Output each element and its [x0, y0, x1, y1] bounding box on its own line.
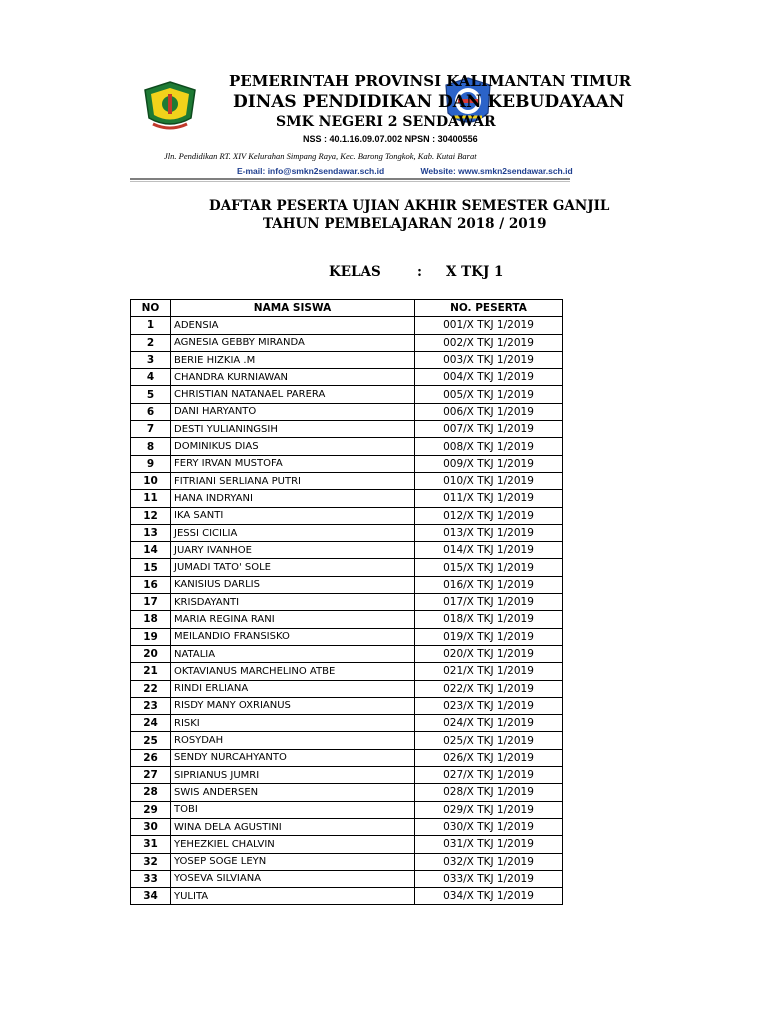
table-row: [131, 888, 563, 905]
table-header-row: [131, 300, 563, 317]
kelas-value: X TKJ 1: [446, 264, 504, 280]
student-name: RINDI ERLIANA: [171, 680, 415, 697]
student-name: HANA INDRYANI: [171, 490, 415, 507]
header-school-name: SMK NEGERI 2 SENDAWAR: [276, 114, 496, 130]
student-name: OKTAVIANUS MARCHELINO ATBE: [171, 663, 415, 680]
participant-number: 012/X TKJ 1/2019: [415, 507, 563, 524]
participant-number: 019/X TKJ 1/2019: [415, 628, 563, 645]
table-row: [131, 524, 563, 541]
header-address: Jln. Pendidikan RT. XIV Kelurahan Simpang Raya, Kec. Barong Tongkok, Kab. Kutai Barat: [164, 151, 477, 161]
row-number: 25: [131, 732, 171, 749]
row-number: 27: [131, 767, 171, 784]
student-name: ADENSIA: [171, 317, 415, 334]
row-number: 24: [131, 715, 171, 732]
row-number: 19: [131, 628, 171, 645]
row-number: 5: [131, 386, 171, 403]
student-name: KANISIUS DARLIS: [171, 576, 415, 593]
row-number: 31: [131, 836, 171, 853]
row-number: 7: [131, 421, 171, 438]
document-title: DAFTAR PESERTA UJIAN AKHIR SEMESTER GANJIL: [209, 198, 610, 214]
student-name: SIPRIANUS JUMRI: [171, 767, 415, 784]
participant-number: 023/X TKJ 1/2019: [415, 697, 563, 714]
participant-number: 022/X TKJ 1/2019: [415, 680, 563, 697]
student-name: YOSEVA SILVIANA: [171, 870, 415, 887]
table-row: [131, 472, 563, 489]
row-number: 3: [131, 351, 171, 368]
participant-number: 008/X TKJ 1/2019: [415, 438, 563, 455]
table-row: [131, 594, 563, 611]
header-divider: [130, 178, 570, 180]
participant-number: 030/X TKJ 1/2019: [415, 818, 563, 835]
participant-number: 016/X TKJ 1/2019: [415, 576, 563, 593]
table-row: [131, 455, 563, 472]
table-row: [131, 386, 563, 403]
header-divider-thin: [130, 181, 570, 182]
row-number: 10: [131, 472, 171, 489]
row-number: 1: [131, 317, 171, 334]
student-name: FITRIANI SERLIANA PUTRI: [171, 472, 415, 489]
student-name: MEILANDIO FRANSISKO: [171, 628, 415, 645]
participant-number: 004/X TKJ 1/2019: [415, 369, 563, 386]
provincial-emblem-icon: [141, 80, 199, 132]
table-row: [131, 732, 563, 749]
participant-number: 001/X TKJ 1/2019: [415, 317, 563, 334]
table-row: [131, 715, 563, 732]
student-name: ROSYDAH: [171, 732, 415, 749]
table-row: [131, 576, 563, 593]
participant-number: 031/X TKJ 1/2019: [415, 836, 563, 853]
table-row: [131, 836, 563, 853]
participant-table: [130, 299, 563, 905]
row-number: 14: [131, 542, 171, 559]
student-name: YOSEP SOGE LEYN: [171, 853, 415, 870]
table-row: [131, 334, 563, 351]
table-row: [131, 749, 563, 766]
participant-number: 034/X TKJ 1/2019: [415, 888, 563, 905]
student-name: RISDY MANY OXRIANUS: [171, 697, 415, 714]
participant-number: 010/X TKJ 1/2019: [415, 472, 563, 489]
row-number: 12: [131, 507, 171, 524]
row-number: 26: [131, 749, 171, 766]
row-number: 22: [131, 680, 171, 697]
student-name: SENDY NURCAHYANTO: [171, 749, 415, 766]
participant-number: 005/X TKJ 1/2019: [415, 386, 563, 403]
table-row: [131, 507, 563, 524]
table-row: [131, 369, 563, 386]
student-name: DESTI YULIANINGSIH: [171, 421, 415, 438]
table-row: [131, 645, 563, 662]
participant-number: 032/X TKJ 1/2019: [415, 853, 563, 870]
student-name: SWIS ANDERSEN: [171, 784, 415, 801]
student-name: FERY IRVAN MUSTOFA: [171, 455, 415, 472]
table-row: [131, 542, 563, 559]
row-number: 6: [131, 403, 171, 420]
student-name: YEHEZKIEL CHALVIN: [171, 836, 415, 853]
row-number: 30: [131, 818, 171, 835]
kelas-label: KELAS: [329, 264, 381, 280]
participant-number: 017/X TKJ 1/2019: [415, 594, 563, 611]
participant-number: 021/X TKJ 1/2019: [415, 663, 563, 680]
header-nama-siswa: NAMA SISWA: [171, 300, 415, 317]
table-row: [131, 559, 563, 576]
table-row: [131, 351, 563, 368]
row-number: 4: [131, 369, 171, 386]
row-number: 29: [131, 801, 171, 818]
header-no-peserta: NO. PESERTA: [415, 300, 563, 317]
student-name: TOBI: [171, 801, 415, 818]
row-number: 16: [131, 576, 171, 593]
row-number: 28: [131, 784, 171, 801]
header-website: Website: www.smkn2sendawar.sch.id: [420, 166, 573, 176]
header-email: E-mail: info@smkn2sendawar.sch.id: [237, 166, 385, 176]
row-number: 13: [131, 524, 171, 541]
student-name: NATALIA: [171, 645, 415, 662]
row-number: 8: [131, 438, 171, 455]
student-name: DOMINIKUS DIAS: [171, 438, 415, 455]
header-department: DINAS PENDIDIKAN DAN KEBUDAYAAN: [233, 92, 625, 112]
student-name: MARIA REGINA RANI: [171, 611, 415, 628]
table-row: [131, 611, 563, 628]
table-row: [131, 317, 563, 334]
table-row: [131, 438, 563, 455]
header-no: NO: [131, 300, 171, 317]
participant-number: 033/X TKJ 1/2019: [415, 870, 563, 887]
student-name: IKA SANTI: [171, 507, 415, 524]
table-row: [131, 801, 563, 818]
row-number: 34: [131, 888, 171, 905]
table-row: [131, 697, 563, 714]
row-number: 23: [131, 697, 171, 714]
participant-number: 003/X TKJ 1/2019: [415, 351, 563, 368]
header-contacts: [237, 166, 697, 176]
student-name: BERIE HIZKIA .M: [171, 351, 415, 368]
participant-number: 020/X TKJ 1/2019: [415, 645, 563, 662]
row-number: 15: [131, 559, 171, 576]
participant-number: 013/X TKJ 1/2019: [415, 524, 563, 541]
table-row: [131, 818, 563, 835]
participant-number: 028/X TKJ 1/2019: [415, 784, 563, 801]
header-nss-npsn: NSS : 40.1.16.09.07.002 NPSN : 30400556: [303, 134, 478, 144]
student-name: JESSI CICILIA: [171, 524, 415, 541]
row-number: 2: [131, 334, 171, 351]
participant-number: 011/X TKJ 1/2019: [415, 490, 563, 507]
table-row: [131, 680, 563, 697]
row-number: 11: [131, 490, 171, 507]
participant-number: 029/X TKJ 1/2019: [415, 801, 563, 818]
document-subtitle: TAHUN PEMBELAJARAN 2018 / 2019: [263, 216, 547, 232]
student-name: CHRISTIAN NATANAEL PARERA: [171, 386, 415, 403]
participant-number: 006/X TKJ 1/2019: [415, 403, 563, 420]
row-number: 21: [131, 663, 171, 680]
table-row: [131, 853, 563, 870]
participant-number: 027/X TKJ 1/2019: [415, 767, 563, 784]
participant-number: 002/X TKJ 1/2019: [415, 334, 563, 351]
table-row: [131, 421, 563, 438]
student-name: DANI HARYANTO: [171, 403, 415, 420]
table-row: [131, 767, 563, 784]
row-number: 17: [131, 594, 171, 611]
row-number: 9: [131, 455, 171, 472]
student-name: WINA DELA AGUSTINI: [171, 818, 415, 835]
student-name: KRISDAYANTI: [171, 594, 415, 611]
row-number: 33: [131, 870, 171, 887]
participant-number: 015/X TKJ 1/2019: [415, 559, 563, 576]
table-row: [131, 784, 563, 801]
participant-number: 026/X TKJ 1/2019: [415, 749, 563, 766]
student-name: JUMADI TATO' SOLE: [171, 559, 415, 576]
participant-number: 009/X TKJ 1/2019: [415, 455, 563, 472]
table-row: [131, 490, 563, 507]
student-name: JUARY IVANHOE: [171, 542, 415, 559]
table-row: [131, 628, 563, 645]
table-row: [131, 663, 563, 680]
participant-number: 024/X TKJ 1/2019: [415, 715, 563, 732]
student-name: CHANDRA KURNIAWAN: [171, 369, 415, 386]
participant-number: 014/X TKJ 1/2019: [415, 542, 563, 559]
header-government: PEMERINTAH PROVINSI KALIMANTAN TIMUR: [229, 72, 632, 90]
student-name: AGNESIA GEBBY MIRANDA: [171, 334, 415, 351]
participant-number: 007/X TKJ 1/2019: [415, 421, 563, 438]
student-name: YULITA: [171, 888, 415, 905]
row-number: 32: [131, 853, 171, 870]
table-row: [131, 870, 563, 887]
participant-number: 018/X TKJ 1/2019: [415, 611, 563, 628]
table-row: [131, 403, 563, 420]
student-name: RISKI: [171, 715, 415, 732]
kelas-colon: :: [417, 264, 422, 280]
row-number: 20: [131, 645, 171, 662]
row-number: 18: [131, 611, 171, 628]
participant-number: 025/X TKJ 1/2019: [415, 732, 563, 749]
